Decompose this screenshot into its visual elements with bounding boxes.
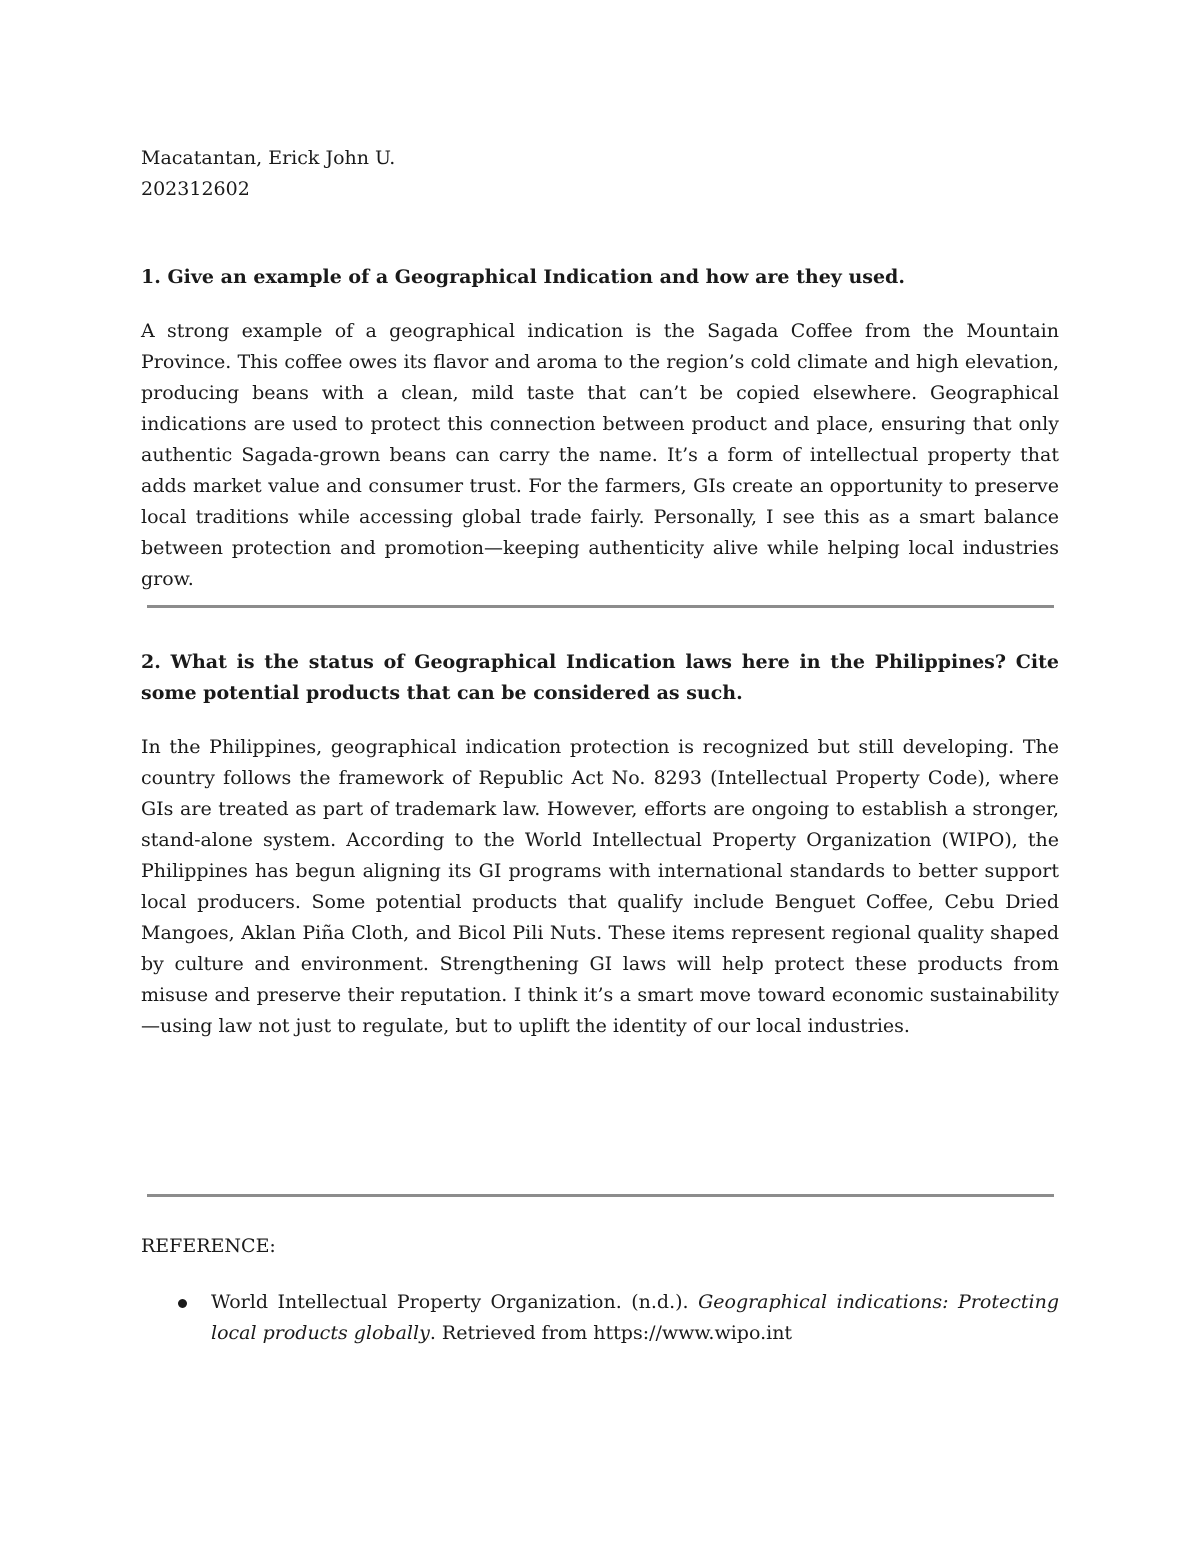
reference-list (141, 1287, 1059, 1349)
question-1-heading: 1. Give an example of a Geographical Indication and how are they used. (141, 266, 905, 288)
author-name: Macatantan, Erick John U. (141, 147, 396, 169)
horizontal-divider (147, 605, 1054, 608)
horizontal-divider (147, 1194, 1054, 1197)
reference-suffix: . Retrieved from https://www.wipo.int (429, 1322, 793, 1344)
reference-title: REFERENCE: (141, 1235, 276, 1257)
reference-item (211, 1287, 1059, 1349)
reference-prefix: World Intellectual Property Organization. (n.d.). (211, 1291, 699, 1313)
question-2-heading: 2. What is the status of Geographical Indication laws here in the Philippines? Cite some potential products that can be considered as such. (141, 651, 1059, 704)
reference-title-italic: Geographical indications: Protecting local products globally (211, 1291, 1059, 1344)
author-header (141, 143, 395, 205)
reference-section (141, 1231, 1059, 1349)
question-section-1 (141, 262, 1059, 595)
answer-1-paragraph: A strong example of a geographical indication is the Sagada Coffee from the Mountain Province. This coffee owes its flavor and aroma to the region’s cold climate and high elevation, producing beans with a clean, mild taste that can’t be copied elsewhere. Geographical indications are used to protect this connection between product and place, ensuring that only authentic Sagada-grown beans can carry the name. It’s a form of intellectual property that adds market value and consumer trust. For the farmers, GIs create an opportunity to preserve local traditions while accessing global trade fairly. Personally, I see this as a smart balance between protection and promotion—keeping authenticity alive while helping local industries grow. (141, 320, 1059, 590)
student-id: 202312602 (141, 178, 250, 200)
bullet-icon (178, 1299, 187, 1308)
answer-2-paragraph: In the Philippines, geographical indication protection is recognized but still developing. The country follows the framework of Republic Act No. 8293 (Intellectual Property Code), where GIs are treated as part of trademark law. However, efforts are ongoing to establish a stronger, stand-alone system. According to the World Intellectual Property Organization (WIPO), the Philippines has begun aligning its GI programs with international standards to better support local producers. Some potential products that qualify include Benguet Coffee, Cebu Dried Mangoes, Aklan Piña Cloth, and Bicol Pili Nuts. These items represent regional quality shaped by culture and environment. Strengthening GI laws will help protect these products from misuse and preserve their reputation. I think it’s a smart move toward economic sustainability—using law not just to regulate, but to uplift the identity of our local industries. (141, 736, 1059, 1037)
question-section-2 (141, 647, 1059, 1042)
